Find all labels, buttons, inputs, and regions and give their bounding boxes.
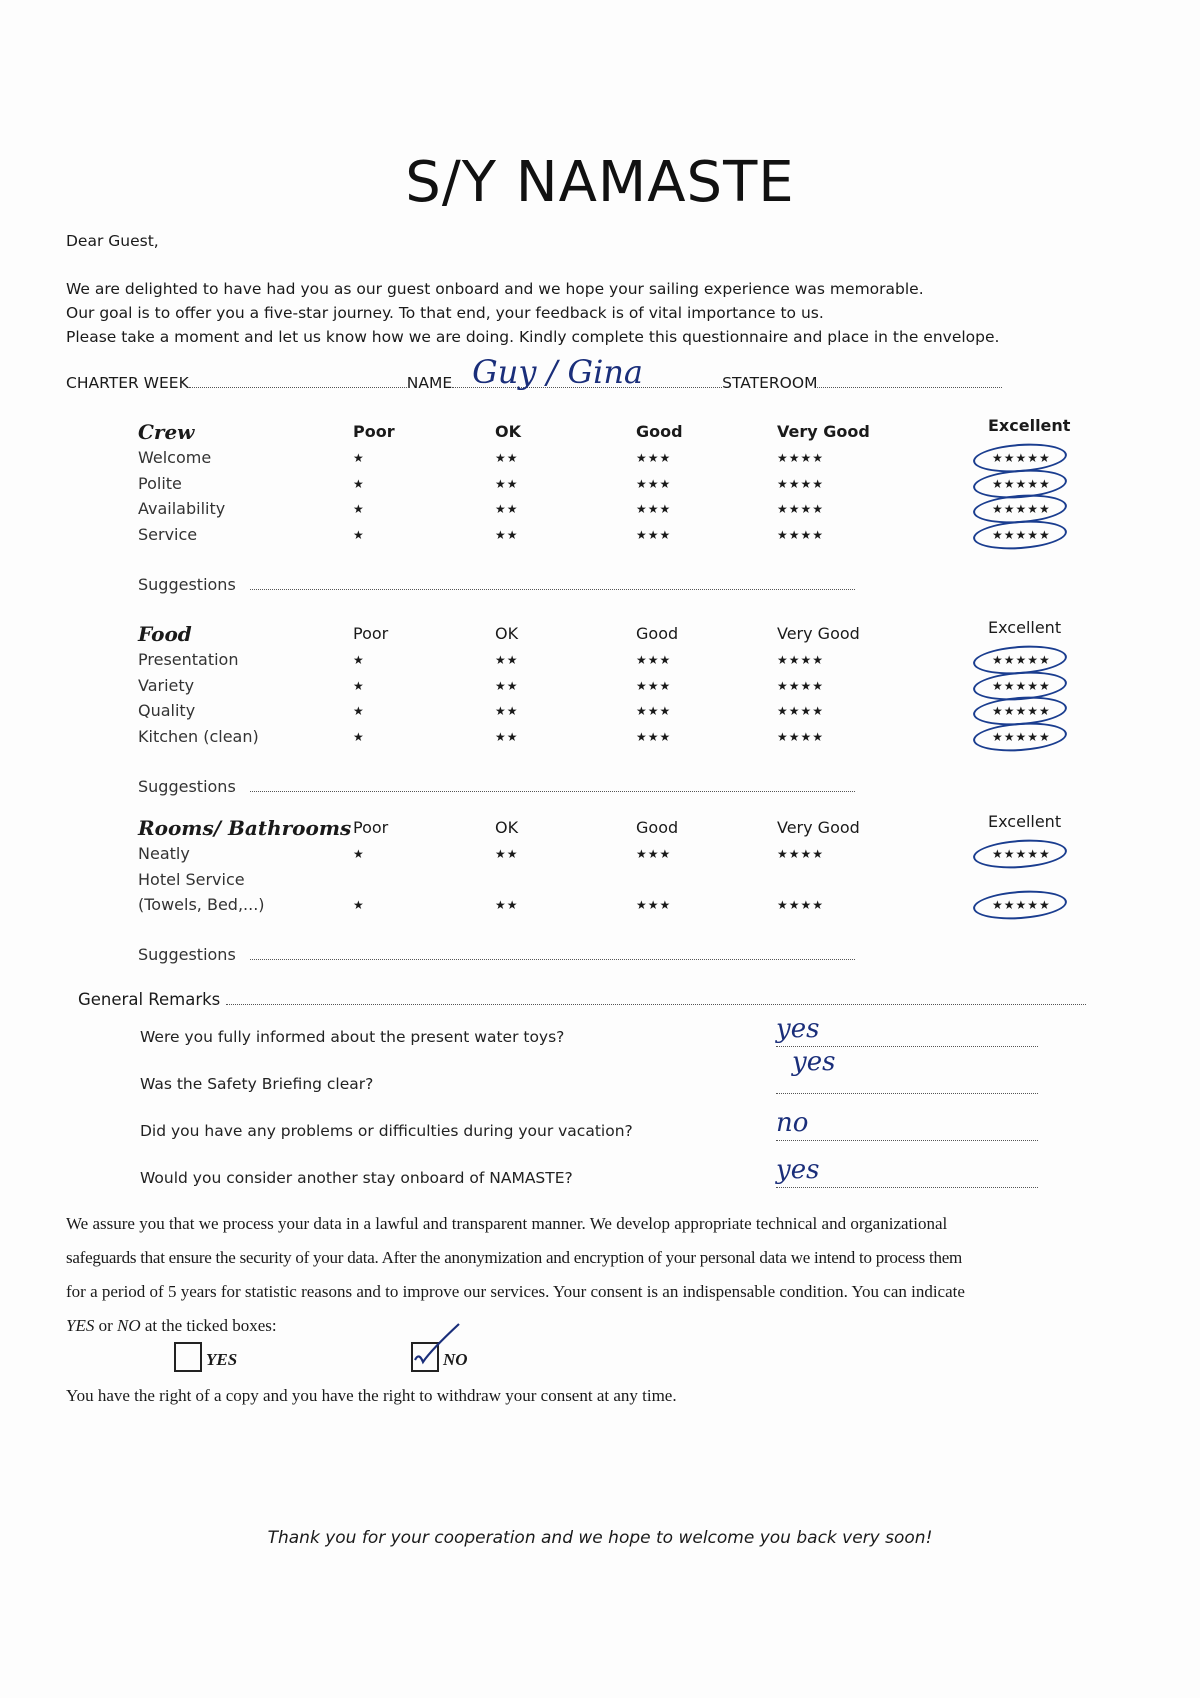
consent-line-3: for a period of 5 years for statistic reasons and to improve our services. Your consent is an indispensable condition. You can indicate — [66, 1282, 965, 1301]
prompt-yes: YES — [66, 1316, 95, 1335]
rating-option-3-stars[interactable]: ★★★ — [636, 502, 672, 516]
selected-rating-circle — [972, 719, 1068, 753]
column-header: Poor — [353, 422, 395, 441]
rating-item-label: Hotel Service — [138, 869, 245, 889]
rating-item-label: Service — [138, 524, 198, 544]
intro-line-1: We are delighted to have had you as our guest onboard and we hope your sailing experience was memorable. — [66, 280, 924, 298]
prompt-rest: at the ticked boxes: — [140, 1316, 277, 1335]
general-remarks — [78, 990, 1086, 1009]
remark-answer: yes — [776, 1155, 820, 1185]
guest-fields — [66, 353, 1002, 392]
suggestions-label: Suggestions — [138, 777, 236, 796]
name-value: Guy / Gina — [472, 353, 643, 391]
rating-option-3-stars[interactable]: ★★★ — [636, 729, 672, 744]
column-header: Poor — [353, 818, 389, 837]
rating-item-label: Neatly — [138, 844, 190, 863]
rating-option-4-stars[interactable]: ★★★★ — [777, 527, 825, 542]
intro-line-2: Our goal is to offer you a five-star journey. To that end, your feedback is of vital importance to us. — [66, 304, 824, 322]
salutation: Dear Guest, — [66, 232, 159, 250]
rating-option-2-stars[interactable]: ★★ — [495, 704, 519, 718]
rating-option-1-stars[interactable]: ★ — [353, 847, 365, 861]
section-title: Food — [138, 622, 192, 646]
rating-option-2-stars[interactable]: ★★ — [495, 653, 519, 667]
consent-yes-label: YES — [206, 1350, 238, 1369]
remark-answer-field[interactable] — [776, 1128, 1038, 1141]
column-header: Very Good — [777, 624, 860, 643]
rating-item-label: Kitchen (clean) — [138, 726, 259, 746]
rating-option-5-stars[interactable]: ★★★★★ — [992, 704, 1051, 718]
remark-answer-field[interactable] — [776, 1081, 1038, 1094]
column-header: OK — [495, 422, 521, 441]
general-remarks-field[interactable] — [226, 992, 1086, 1005]
remark-question: Would you consider another stay onboard of NAMASTE? — [140, 1169, 573, 1187]
rating-option-4-stars[interactable]: ★★★★ — [777, 451, 825, 465]
rating-option-5-stars[interactable]: ★★★★★ — [992, 678, 1051, 693]
column-header: Poor — [353, 624, 389, 643]
consent-no-checkbox[interactable] — [411, 1342, 439, 1372]
rating-item-label: Polite — [138, 473, 182, 493]
charter-week-field[interactable] — [189, 375, 407, 388]
rating-option-3-stars[interactable]: ★★★ — [636, 898, 672, 912]
rating-option-5-stars[interactable]: ★★★★★ — [992, 729, 1051, 744]
rating-option-1-stars[interactable]: ★ — [353, 502, 365, 516]
column-header: OK — [495, 818, 519, 837]
rating-option-4-stars[interactable]: ★★★★ — [777, 704, 825, 718]
rating-item-sublabel: (Towels, Bed,...) — [138, 895, 265, 914]
column-header: Excellent — [988, 812, 1062, 831]
rating-option-2-stars[interactable]: ★★ — [495, 678, 519, 693]
rating-option-4-stars[interactable]: ★★★★ — [777, 898, 825, 912]
prompt-or: or — [94, 1316, 118, 1335]
intro-line-3: Please take a moment and let us know how we are doing. Kindly complete this questionnaire and place in the envelope. — [66, 328, 1000, 346]
rating-option-2-stars[interactable]: ★★ — [495, 476, 519, 491]
rating-option-3-stars[interactable]: ★★★ — [636, 847, 672, 861]
suggestions-row — [138, 575, 855, 594]
rating-item-label: Welcome — [138, 448, 212, 467]
rating-option-1-stars[interactable]: ★ — [353, 527, 365, 542]
column-header: Excellent — [988, 618, 1062, 637]
suggestions-row — [138, 777, 855, 796]
suggestions-field[interactable] — [250, 779, 855, 792]
rating-option-3-stars[interactable]: ★★★ — [636, 476, 672, 491]
rating-option-3-stars[interactable]: ★★★ — [636, 678, 672, 693]
rating-option-5-stars[interactable]: ★★★★★ — [992, 527, 1051, 542]
rating-item-label: Availability — [138, 499, 226, 518]
remark-answer: yes — [792, 1047, 836, 1077]
selected-rating-circle — [972, 517, 1068, 551]
rating-option-4-stars[interactable]: ★★★★ — [777, 847, 825, 861]
remark-question: Were you fully informed about the present water toys? — [140, 1028, 565, 1046]
rating-item-label: Presentation — [138, 650, 239, 669]
remark-answer: yes — [776, 1014, 820, 1044]
column-header: Good — [636, 422, 683, 441]
rating-option-2-stars[interactable]: ★★ — [495, 527, 519, 542]
suggestions-row — [138, 945, 855, 964]
rating-option-5-stars[interactable]: ★★★★★ — [992, 451, 1051, 465]
rating-option-1-stars[interactable]: ★ — [353, 653, 365, 667]
suggestions-field[interactable] — [250, 947, 855, 960]
rating-option-5-stars[interactable]: ★★★★★ — [992, 502, 1051, 516]
rating-option-1-stars[interactable]: ★ — [353, 678, 365, 693]
column-header: OK — [495, 624, 519, 643]
rating-option-4-stars[interactable]: ★★★★ — [777, 502, 825, 516]
column-header: Very Good — [777, 818, 860, 837]
remark-answer: no — [776, 1108, 809, 1138]
consent-no-label: NO — [443, 1350, 468, 1369]
rating-option-5-stars[interactable]: ★★★★★ — [992, 476, 1051, 491]
remark-question: Did you have any problems or difficulties during your vacation? — [140, 1122, 633, 1140]
rating-option-1-stars[interactable]: ★ — [353, 898, 365, 912]
remark-question: Was the Safety Briefing clear? — [140, 1075, 374, 1093]
rating-option-4-stars[interactable]: ★★★★ — [777, 729, 825, 744]
section-title: Crew — [138, 420, 195, 444]
rating-option-2-stars[interactable]: ★★ — [495, 451, 519, 465]
column-header: Good — [636, 624, 679, 643]
stateroom-field[interactable] — [817, 375, 1002, 388]
rating-option-5-stars[interactable]: ★★★★★ — [992, 653, 1051, 667]
rating-option-4-stars[interactable]: ★★★★ — [777, 653, 825, 667]
consent-rights: You have the right of a copy and you have the right to withdraw your consent at any time. — [66, 1386, 677, 1405]
column-header: Very Good — [777, 422, 870, 441]
general-remarks-label: General Remarks — [78, 990, 221, 1009]
rating-option-3-stars[interactable]: ★★★ — [636, 704, 672, 718]
rating-option-1-stars[interactable]: ★ — [353, 476, 365, 491]
rating-option-5-stars[interactable]: ★★★★★ — [992, 898, 1051, 912]
rating-option-4-stars[interactable]: ★★★★ — [777, 476, 825, 491]
name-field[interactable] — [452, 353, 722, 391]
rating-option-2-stars[interactable]: ★★ — [495, 502, 519, 516]
consent-yes-checkbox[interactable] — [174, 1342, 202, 1372]
consent-line-1: We assure you that we process your data in a lawful and transparent manner. We develop appropriate technical and organizational — [66, 1214, 948, 1233]
section-title: Rooms/ Bathrooms — [138, 816, 352, 840]
suggestions-label: Suggestions — [138, 575, 236, 594]
selected-rating-circle — [972, 837, 1068, 871]
rating-option-2-stars[interactable]: ★★ — [495, 847, 519, 861]
consent-line-2: safeguards that ensure the security of your data. After the anonymization and encryption of your personal data we intend to process them — [66, 1248, 962, 1267]
column-header: Good — [636, 818, 679, 837]
rating-option-1-stars[interactable]: ★ — [353, 729, 365, 744]
rating-option-2-stars[interactable]: ★★ — [495, 729, 519, 744]
prompt-no: NO — [117, 1316, 141, 1335]
rating-item-label: Variety — [138, 675, 195, 695]
suggestions-field[interactable] — [250, 577, 855, 590]
page-title: S/Y NAMASTE — [405, 150, 795, 215]
selected-rating-circle — [972, 888, 1068, 922]
rating-option-1-stars[interactable]: ★ — [353, 704, 365, 718]
rating-option-5-stars[interactable]: ★★★★★ — [992, 847, 1051, 861]
name-label: NAME — [406, 374, 453, 392]
rating-item-label: Quality — [138, 701, 196, 720]
stateroom-label: STATEROOM — [722, 374, 818, 392]
rating-option-3-stars[interactable]: ★★★ — [636, 451, 672, 465]
thank-you-note: Thank you for your cooperation and we hope to welcome you back very soon! — [267, 1528, 933, 1548]
suggestions-label: Suggestions — [138, 945, 236, 964]
rating-option-4-stars[interactable]: ★★★★ — [777, 678, 825, 693]
rating-option-3-stars[interactable]: ★★★ — [636, 653, 672, 667]
charter-week-label: CHARTER WEEK — [66, 374, 189, 392]
rating-option-1-stars[interactable]: ★ — [353, 451, 365, 465]
column-header: Excellent — [988, 416, 1071, 435]
rating-option-3-stars[interactable]: ★★★ — [636, 527, 672, 542]
rating-option-2-stars[interactable]: ★★ — [495, 898, 519, 912]
consent-prompt — [66, 1316, 277, 1336]
